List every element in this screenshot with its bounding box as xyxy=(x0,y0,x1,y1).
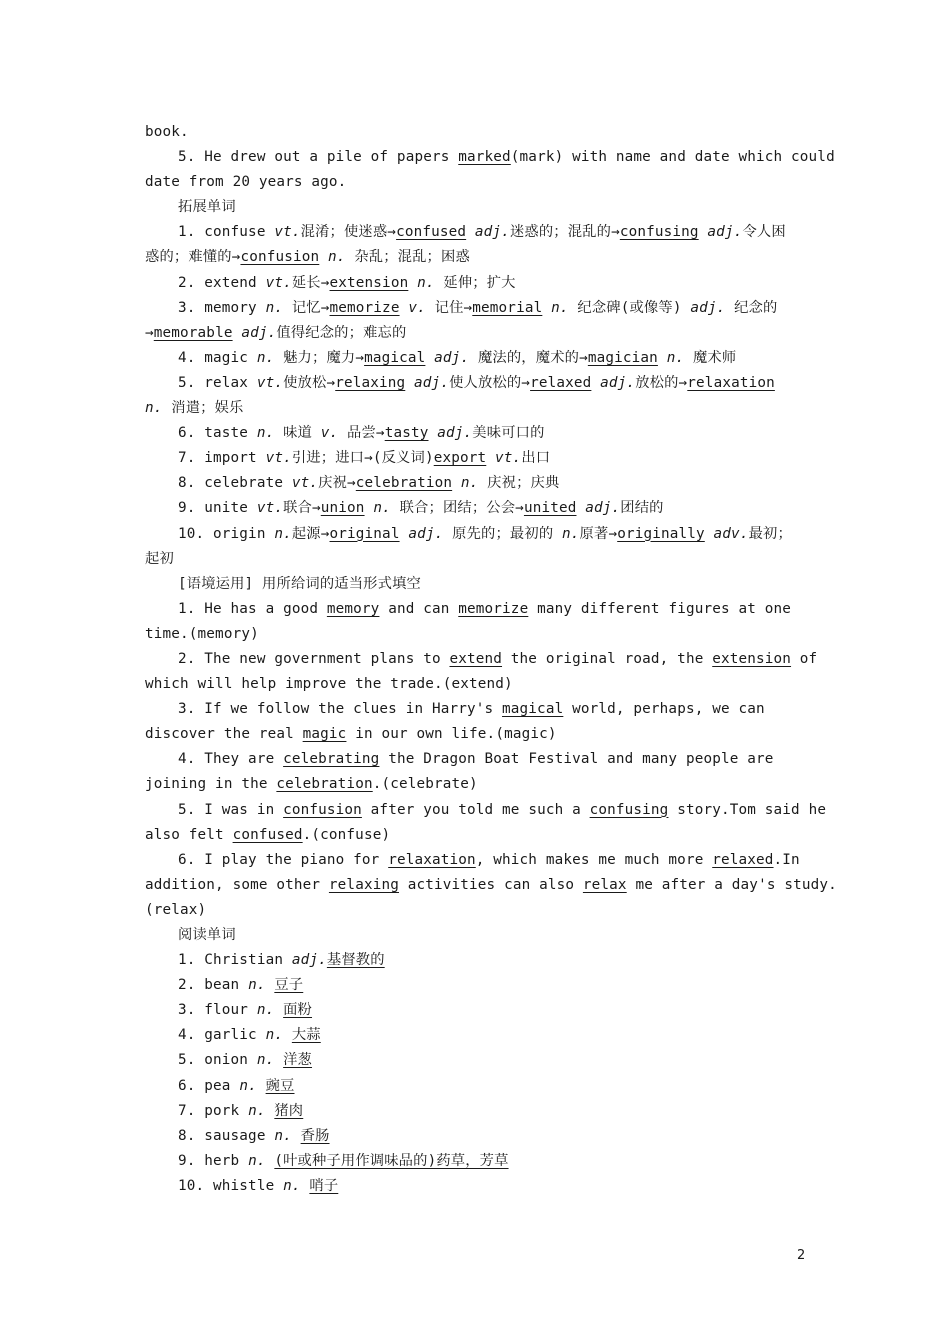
answer-blank: 猪肉 xyxy=(274,1102,304,1119)
answer-blank: united xyxy=(523,500,577,517)
text-segment: 5. He drew out a pile of papers xyxy=(178,149,459,166)
part-of-speech: n. xyxy=(274,1127,292,1144)
part-of-speech: n. xyxy=(256,1052,275,1069)
text-segment: (relax) xyxy=(145,901,207,918)
text-segment: 庆祝；庆典 xyxy=(478,475,560,492)
text-line xyxy=(145,647,818,672)
text-segment: after you told me such a xyxy=(361,801,590,818)
text-segment: 记住→ xyxy=(425,299,473,316)
text-line xyxy=(145,120,809,145)
answer-blank: magical xyxy=(502,701,564,718)
text-segment xyxy=(452,475,461,491)
text-segment: 味道 xyxy=(274,425,321,442)
part-of-speech: v. xyxy=(408,299,426,316)
answer-blank: confusion xyxy=(283,801,362,818)
answer-blank: memorable xyxy=(153,324,233,341)
text-segment: 原著→ xyxy=(579,525,618,542)
part-of-speech: adj. xyxy=(707,224,743,241)
part-of-speech: adj. xyxy=(600,374,636,391)
text-segment: 4. magic xyxy=(178,349,257,366)
part-of-speech: n. xyxy=(373,500,391,517)
part-of-speech: adv. xyxy=(713,525,749,542)
text-segment xyxy=(542,300,551,316)
text-segment: 使人放松的→ xyxy=(449,374,531,391)
text-line xyxy=(145,722,809,747)
text-segment: 惑的；难懂的→ xyxy=(145,249,241,266)
text-segment: 5. relax xyxy=(178,374,257,391)
answer-blank: magical xyxy=(364,349,426,366)
text-segment: 令人困 xyxy=(742,224,786,241)
text-segment: 4. They are xyxy=(178,751,284,768)
answer-blank: export xyxy=(433,450,487,467)
text-segment: 记忆→ xyxy=(283,299,330,316)
page-number: 2 xyxy=(797,1248,806,1263)
text-segment: 引进；进口→(反义词) xyxy=(291,450,434,467)
text-segment: 9. herb xyxy=(178,1152,249,1169)
text-segment: in our own life.(magic) xyxy=(346,726,557,743)
text-segment: book. xyxy=(145,124,189,140)
text-segment xyxy=(576,500,585,516)
text-segment: 6. pea xyxy=(178,1077,240,1094)
text-segment: 9. unite xyxy=(178,500,257,517)
part-of-speech: n. xyxy=(248,1102,266,1119)
text-line xyxy=(145,170,809,195)
answer-blank: extend xyxy=(449,650,503,667)
answer-blank: relaxation xyxy=(687,374,775,391)
text-line xyxy=(145,446,809,471)
text-segment: 纪念碑(或像等) xyxy=(568,299,691,316)
text-line xyxy=(145,496,809,521)
part-of-speech: n. xyxy=(562,525,580,542)
text-line xyxy=(145,471,809,496)
answer-blank: 豌豆 xyxy=(265,1077,295,1094)
text-segment xyxy=(274,1002,283,1018)
text-segment: 3. flour xyxy=(178,1002,257,1019)
text-segment: .In xyxy=(773,851,800,868)
text-segment: 1. He has a good xyxy=(178,600,327,617)
answer-blank: originally xyxy=(617,525,705,542)
text-segment: 起初 xyxy=(145,550,174,567)
part-of-speech: n. xyxy=(328,249,346,266)
answer-blank: confused xyxy=(232,826,303,843)
text-segment xyxy=(365,500,374,516)
text-segment: 团结的 xyxy=(620,500,664,517)
part-of-speech: adj. xyxy=(585,500,621,517)
text-segment: 延长→ xyxy=(291,274,330,291)
answer-blank: tasty xyxy=(384,425,429,442)
text-segment: 2. bean xyxy=(178,977,249,994)
text-segment: 魅力；魔力→ xyxy=(274,349,365,366)
text-line xyxy=(145,697,809,722)
text-segment: 1. Christian xyxy=(178,952,292,969)
text-line xyxy=(145,973,809,998)
answer-blank: memory xyxy=(326,600,380,617)
text-line xyxy=(145,672,809,697)
answer-blank: memorize xyxy=(458,600,529,617)
text-segment: , which makes me much more xyxy=(475,851,713,868)
answer-blank: confusing xyxy=(589,801,669,818)
text-segment: world, perhaps, we can xyxy=(563,701,765,718)
text-segment xyxy=(705,526,714,542)
text-segment: 使放松→ xyxy=(283,374,336,391)
text-line xyxy=(145,572,809,597)
answer-blank: confusing xyxy=(619,224,699,241)
part-of-speech: n. xyxy=(248,977,266,994)
text-segment: .(confuse) xyxy=(302,826,391,843)
text-segment xyxy=(486,450,495,466)
text-segment: 混淆；使迷惑→ xyxy=(300,224,397,241)
answer-blank: memorize xyxy=(329,299,400,316)
answer-blank: relaxed xyxy=(530,374,592,391)
text-line xyxy=(145,923,809,948)
text-line xyxy=(145,220,809,245)
text-segment: 7. pork xyxy=(178,1102,249,1119)
text-line xyxy=(145,371,809,396)
text-line xyxy=(145,296,809,321)
text-segment: → xyxy=(145,324,154,341)
text-segment xyxy=(319,249,328,265)
part-of-speech: adj. xyxy=(690,299,726,316)
text-segment: and can xyxy=(379,600,459,617)
part-of-speech: adj. xyxy=(437,425,473,442)
text-segment: 4. garlic xyxy=(178,1027,266,1044)
answer-blank: magic xyxy=(302,726,347,743)
text-segment: 8. sausage xyxy=(178,1127,275,1144)
text-segment: 阅读单词 xyxy=(178,927,236,943)
text-line xyxy=(145,522,809,547)
text-segment: 延伸；扩大 xyxy=(434,274,516,291)
part-of-speech: n. xyxy=(239,1077,257,1094)
text-line xyxy=(145,421,809,446)
part-of-speech: adj. xyxy=(474,224,510,241)
part-of-speech: vt. xyxy=(495,450,522,467)
text-line xyxy=(145,145,835,170)
answer-blank: celebration xyxy=(276,776,373,793)
text-segment: 6. taste xyxy=(178,425,257,442)
text-segment: 联合；团结；公会→ xyxy=(390,500,524,517)
answer-blank: (叶或种子用作调味品的)药草，芳草 xyxy=(274,1152,509,1169)
text-line xyxy=(145,622,809,647)
part-of-speech: adj. xyxy=(408,525,444,542)
text-segment: [语境运用] 用所给词的适当形式填空 xyxy=(178,575,421,592)
text-line xyxy=(145,245,809,270)
text-segment: story.Tom said he xyxy=(668,801,827,818)
part-of-speech: vt. xyxy=(291,475,319,492)
answer-blank: relaxing xyxy=(335,374,406,391)
text-segment: 起源→ xyxy=(291,525,330,542)
text-segment xyxy=(429,425,438,441)
text-segment: 10. whistle xyxy=(178,1177,284,1194)
text-segment: .(celebrate) xyxy=(372,776,478,793)
answer-blank: confusion xyxy=(240,249,320,266)
part-of-speech: vt. xyxy=(274,224,301,241)
text-segment: 7. import xyxy=(178,450,266,467)
text-segment xyxy=(405,375,414,391)
answer-blank: magician xyxy=(587,349,658,366)
text-segment: 杂乱；混乱；困惑 xyxy=(345,249,470,266)
text-segment: the Dragon Boat Festival and many people are xyxy=(379,751,774,768)
text-line xyxy=(145,1099,809,1124)
part-of-speech: n. xyxy=(256,349,275,366)
text-line xyxy=(145,1023,809,1048)
text-segment xyxy=(408,275,417,291)
text-segment xyxy=(658,350,667,366)
text-line xyxy=(145,848,809,873)
text-segment: 魔术师 xyxy=(684,349,737,366)
text-line xyxy=(145,798,827,823)
answer-blank: relax xyxy=(582,876,627,893)
text-line xyxy=(145,747,809,772)
text-line xyxy=(145,823,809,848)
part-of-speech: adj. xyxy=(241,324,277,341)
text-segment: 5. onion xyxy=(178,1052,257,1069)
text-segment: activities can also xyxy=(398,876,583,893)
answer-blank: original xyxy=(329,525,400,542)
text-line xyxy=(145,1149,809,1174)
answer-blank: 哨子 xyxy=(309,1177,339,1194)
text-segment: 8. celebrate xyxy=(178,475,292,492)
text-segment: which will help improve the trade.(extend) xyxy=(145,676,513,693)
text-segment: 3. If we follow the clues in Harry's xyxy=(178,701,503,718)
answer-blank: celebration xyxy=(355,475,453,492)
text-segment xyxy=(283,1027,292,1043)
part-of-speech: vt. xyxy=(265,450,292,467)
text-segment: 魔法的，魔术的→ xyxy=(469,349,588,366)
answer-blank: 香肠 xyxy=(300,1127,330,1144)
answer-blank: 洋葱 xyxy=(283,1052,313,1069)
part-of-speech: vt. xyxy=(256,500,284,517)
text-segment: 拓展单词 xyxy=(178,199,236,216)
answer-blank: 豆子 xyxy=(274,977,304,994)
part-of-speech: vt. xyxy=(256,374,284,391)
part-of-speech: adj. xyxy=(414,374,450,391)
part-of-speech: n. xyxy=(265,299,284,316)
text-line xyxy=(145,195,809,220)
part-of-speech: n. xyxy=(256,1002,275,1019)
part-of-speech: n. xyxy=(145,400,163,417)
text-line xyxy=(145,396,809,421)
text-line xyxy=(145,1174,809,1199)
part-of-speech: n. xyxy=(256,425,275,442)
text-segment: 庆祝→ xyxy=(318,475,356,492)
text-segment: 10. origin xyxy=(178,525,275,542)
answer-blank: relaxed xyxy=(712,851,774,868)
text-segment: 3. memory xyxy=(178,299,266,316)
part-of-speech: n. xyxy=(283,1177,301,1194)
part-of-speech: n. xyxy=(551,299,569,316)
text-line xyxy=(145,998,809,1023)
part-of-speech: n. xyxy=(274,525,292,542)
part-of-speech: n. xyxy=(265,1027,284,1044)
text-segment: date from 20 years ago. xyxy=(145,174,347,191)
text-line xyxy=(145,873,837,898)
answer-blank: marked xyxy=(458,149,511,166)
answer-blank: relaxation xyxy=(388,851,476,868)
text-segment: 5. I was in xyxy=(178,801,284,818)
text-segment: 2. extend xyxy=(178,274,266,291)
text-line xyxy=(145,948,809,973)
answer-blank: extension xyxy=(329,274,409,291)
part-of-speech: n. xyxy=(666,349,685,366)
text-segment: of xyxy=(791,650,818,667)
part-of-speech: n. xyxy=(417,274,435,291)
text-segment xyxy=(425,350,434,366)
text-segment xyxy=(591,375,600,391)
text-segment: 2. The new government plans to xyxy=(178,650,450,667)
part-of-speech: n. xyxy=(460,475,479,492)
text-segment: 消遣；娱乐 xyxy=(162,400,244,417)
text-segment: 6. I play the piano for xyxy=(178,851,389,868)
text-segment: 1. confuse xyxy=(178,224,275,241)
answer-blank: relaxing xyxy=(328,876,399,893)
text-line xyxy=(145,1048,809,1073)
part-of-speech: vt. xyxy=(265,274,292,291)
text-segment xyxy=(274,1052,283,1068)
text-line xyxy=(145,772,809,797)
text-segment xyxy=(292,1128,301,1144)
text-line xyxy=(145,547,809,572)
part-of-speech: adj. xyxy=(291,952,327,969)
text-segment: 迷惑的；混乱的→ xyxy=(509,224,620,241)
text-segment: (mark) with name and date which could xyxy=(510,149,835,166)
text-segment xyxy=(257,1078,266,1094)
text-segment: me after a day's study. xyxy=(626,876,837,893)
text-line xyxy=(145,271,809,296)
text-segment: 品尝→ xyxy=(338,425,385,442)
answer-blank: 面粉 xyxy=(283,1002,313,1019)
text-segment: 最初； xyxy=(748,525,792,542)
answer-blank: union xyxy=(320,500,365,517)
text-line xyxy=(145,1124,809,1149)
text-segment: addition, some other xyxy=(145,876,329,893)
text-segment: 纪念的 xyxy=(725,299,778,316)
text-segment: 值得纪念的；难忘的 xyxy=(276,324,407,341)
text-line xyxy=(145,1074,809,1099)
answer-blank: 大蒜 xyxy=(291,1027,321,1044)
text-line xyxy=(145,898,809,923)
text-segment: 联合→ xyxy=(283,500,321,517)
text-segment: 美味可口的 xyxy=(472,425,545,442)
text-segment: also felt xyxy=(145,826,233,843)
text-segment: joining in the xyxy=(145,776,277,793)
text-segment: discover the real xyxy=(145,726,303,743)
text-line xyxy=(145,346,809,371)
text-segment xyxy=(466,224,475,240)
text-line xyxy=(145,597,809,622)
text-segment: many different figures at one xyxy=(528,600,792,617)
part-of-speech: n. xyxy=(248,1152,266,1169)
text-segment: 出口 xyxy=(521,450,551,467)
text-segment: 原先的；最初的 xyxy=(443,525,563,542)
text-segment: time.(memory) xyxy=(145,625,259,642)
document-body xyxy=(145,120,837,1199)
text-segment: 放松的→ xyxy=(635,374,688,391)
answer-blank: 基督教的 xyxy=(326,952,385,969)
answer-blank: confused xyxy=(396,224,467,241)
part-of-speech: adj. xyxy=(434,349,470,366)
text-line xyxy=(145,321,809,346)
answer-blank: memorial xyxy=(472,299,543,316)
text-segment: the original road, the xyxy=(502,650,713,667)
answer-blank: extension xyxy=(712,650,792,667)
part-of-speech: v. xyxy=(320,425,339,442)
answer-blank: celebrating xyxy=(283,751,380,768)
